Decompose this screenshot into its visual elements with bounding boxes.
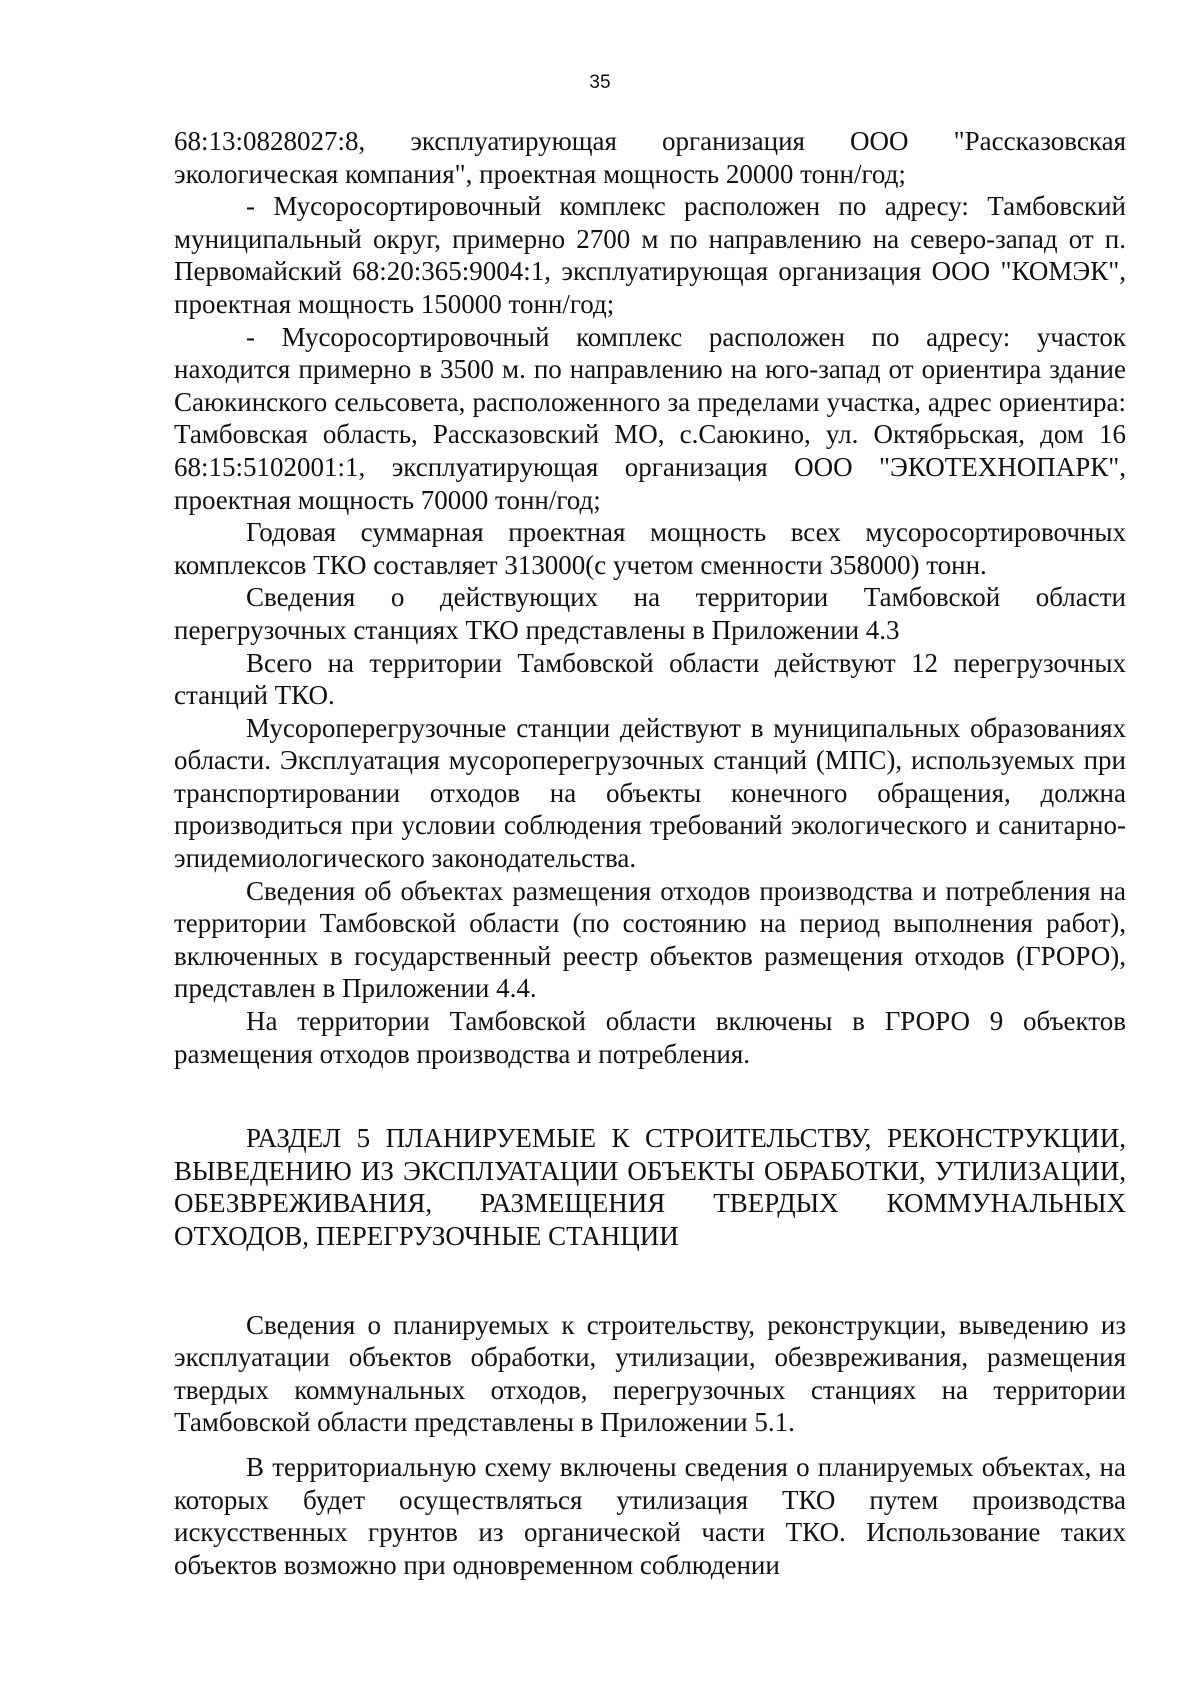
paragraph-transfer-stations-operation: Мусороперегрузочные станции действуют в муниципальных образованиях области. Эксплуатация мусороперегрузочных станций (МПС), используемых при транспортировании отходов на объекты конечного обращения, должна производиться при условии соблюдения требований экологического и санитарно-эпидемиологического законодательства. [174, 712, 1126, 874]
paragraph-transfer-stations-info: Сведения о действующих на территории Тамбовской области перегрузочных станциях ТКО представлены в Приложении 4.3 [174, 582, 1126, 645]
paragraph-ekotekhnopark-complex: - Мусоросортировочный комплекс расположен по адресу: участок находится примерно в 3500 м. по направлению на юго-запад от ориентира здание Саюкинского сельсовета, расположенного за пределами участка, адрес ориентира: Тамбовская область, Рассказовский МО, с.Саюкино, ул. Октябрьская, дом 16 68:15:5102001:1, эксплуатирующая организация ООО "ЭКОТЕХНОПАРК", проектная мощность 70000 тонн/год; [174, 321, 1126, 515]
page-number: 35 [589, 72, 611, 93]
paragraph-total-capacity: Годовая суммарная проектная мощность всех мусоросортировочных комплексов ТКО составляет 313000(с учетом сменности 358000) тонн. [174, 517, 1126, 580]
paragraph-groro-info: Сведения об объектах размещения отходов производства и потребления на территории Тамбовской области (по состоянию на период выполнения работ), включенных в государственный реестр объектов размещения отходов (ГРОРО), представлен в Приложении 4.4. [174, 875, 1126, 1004]
paragraph-transfer-stations-count: Всего на территории Тамбовской области действуют 12 перегрузочных станций ТКО. [174, 647, 1126, 711]
paragraph-artificial-soils: В территориальную схему включены сведения о планируемых объектах, на которых будет осуществляться утилизация ТКО путем производства искусственных грунтов из органической части ТКО. Использование таких объектов возможно при одновременном соблюдении [174, 1451, 1126, 1580]
paragraph-continuation: 68:13:0828027:8, эксплуатирующая организация ООО "Рассказовская экологическая компания", проектная мощность 20000 тонн/год; [174, 126, 1126, 189]
paragraph-planned-objects: Сведения о планируемых к строительству, реконструкции, выведению из эксплуатации объектов обработки, утилизации, обезвреживания, размещения твердых коммунальных отходов, перегрузочных станциях на территории Тамбовской области представлены в Приложении 5.1. [174, 1309, 1126, 1438]
section-heading: РАЗДЕЛ 5 ПЛАНИРУЕМЫЕ К СТРОИТЕЛЬСТВУ, РЕКОНСТРУКЦИИ, ВЫВЕДЕНИЮ ИЗ ЭКСПЛУАТАЦИИ ОБЪЕКТЫ ОБРАБОТКИ, УТИЛИЗАЦИИ, ОБЕЗВРЕЖИВАНИЯ, РАЗМЕЩЕНИЯ ТВЕРДЫХ КОММУНАЛЬНЫХ ОТХОДОВ, ПЕРЕГРУЗОЧНЫЕ СТАНЦИИ [174, 1123, 1126, 1251]
document-body [174, 125, 1126, 1581]
paragraph-komek-complex: - Мусоросортировочный комплекс расположен по адресу: Тамбовский муниципальный округ, примерно 2700 м по направлению на северо-запад от п. Первомайский 68:20:365:9004:1, эксплуатирующая организация ООО "КОМЭК", проектная мощность 150000 тонн/год; [174, 191, 1126, 319]
paragraph-groro-count: На территории Тамбовской области включены в ГРОРО 9 объектов размещения отходов производства и потребления. [174, 1006, 1126, 1069]
